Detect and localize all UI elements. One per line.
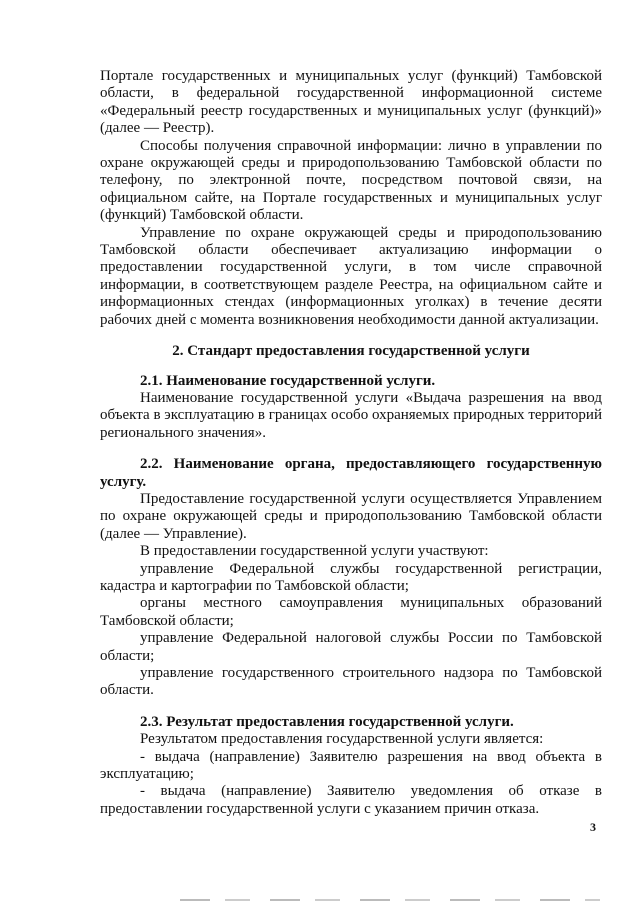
section-2-heading: 2. Стандарт предоставления государственной услуги — [172, 343, 530, 360]
subsection-2-1-text: Наименование государственной услуги «Выдача разрешения на ввод объекта в эксплуатацию в границах особо охраняемых природных территорий регионального значения». — [100, 389, 602, 441]
subsection-2-3-intro: Результатом предоставления государственной услуги является: — [140, 731, 544, 748]
subsection-2-1-heading: 2.1. Наименование государственной услуги. — [140, 372, 436, 389]
participant-item: управление государственного строительного надзора по Тамбовской области. — [100, 665, 602, 699]
result-item: - выдача (направление) Заявителю разрешения на ввод объекта в эксплуатацию; — [100, 748, 602, 783]
paragraph-portal-continuation: Портале государственных и муниципальных услуг (функций) Тамбовской области, в федеральной государственной информационной системе «Федеральный реестр государственных и муниципальных услуг (функций)» (далее — Реестр). — [100, 68, 602, 137]
paragraph-info-update: Управление по охране окружающей среды и природопользованию Тамбовской области обеспечивает актуализацию информации о предоставлении государственной услуги, в том числе справочной информации, в соответствующем разделе Реестра, на официальном сайте и информационных стендах (информационных уголках) в течение десяти рабочих дней с момента возникновения необходимости данной актуализации. — [100, 224, 602, 328]
subsection-2-2-heading: 2.2. Наименование органа, предоставляющего государственную услугу. — [100, 456, 602, 490]
participant-item: управление Федеральной налоговой службы России по Тамбовской области; — [100, 630, 602, 664]
participant-item: управление Федеральной службы государственной регистрации, кадастра и картографии по Тамбовской области; — [100, 560, 602, 594]
paragraph-info-methods: Способы получения справочной информации: лично в управлении по охране окружающей среды и природопользованию Тамбовской области по телефону, по электронной почте, посредством почтовой связи, на официальном сайте, на Портале государственных и муниципальных услуг (функций) Тамбовской области. — [100, 137, 602, 224]
page-number: 3 — [590, 820, 596, 834]
scan-artifact-line — [180, 899, 600, 901]
participant-item: органы местного самоуправления муниципальных образований Тамбовской области; — [100, 595, 602, 629]
document-body — [100, 68, 602, 818]
result-item: - выдача (направление) Заявителю уведомления об отказе в предоставлении государственной услуги с указанием причин отказа. — [100, 783, 602, 817]
subsection-2-2-text: Предоставление государственной услуги осуществляется Управлением по охране окружающей среды и природопользованию Тамбовской области (далее — Управление). — [100, 490, 602, 542]
subsection-2-3-heading: 2.3. Результат предоставления государственной услуги. — [140, 713, 514, 730]
subsection-2-2-participants-intro: В предоставлении государственной услуги участвуют: — [140, 543, 489, 560]
